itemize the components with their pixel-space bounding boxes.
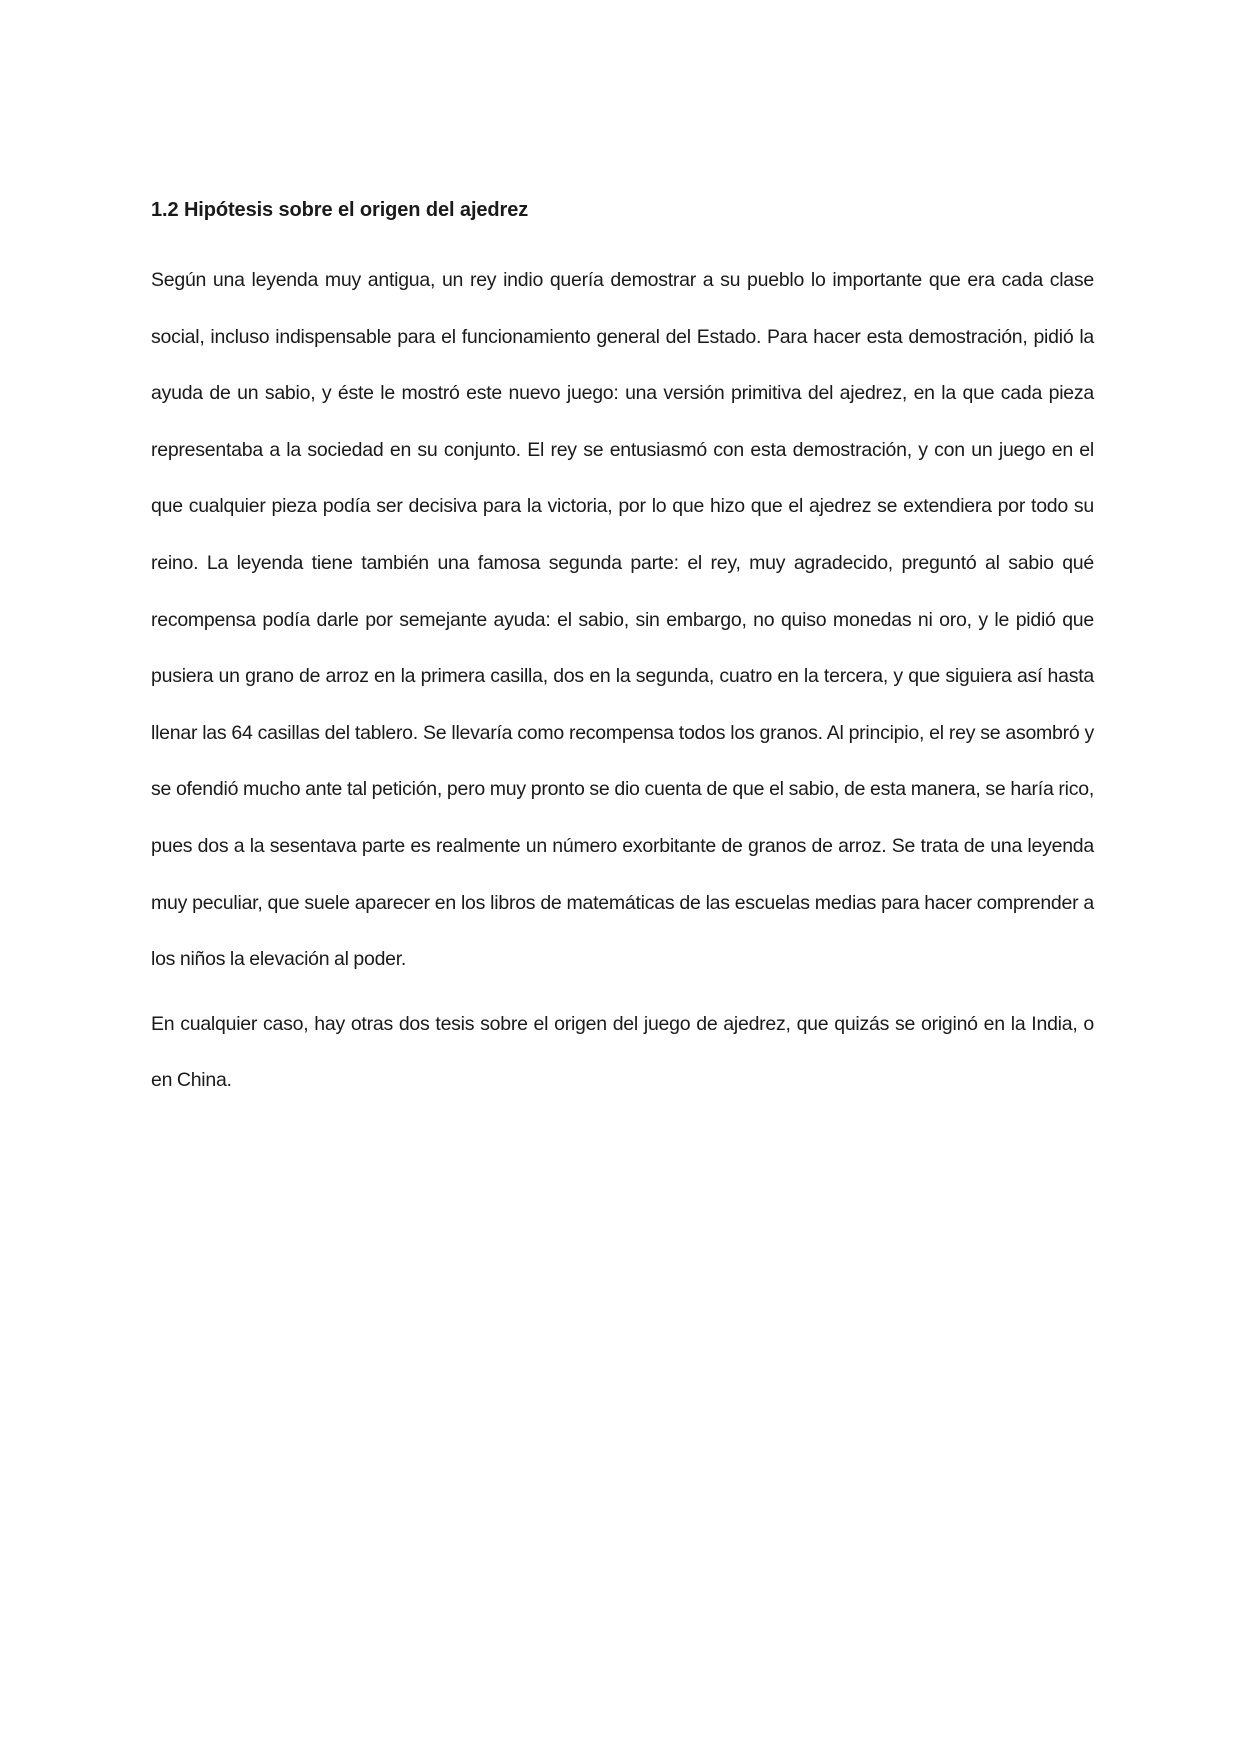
section-title: 1.2 Hipótesis sobre el origen del ajedrez: [151, 199, 529, 221]
paragraph-legend: Según una leyenda muy antigua, un rey indio quería demostrar a su pueblo lo importante que era cada clase social, incluso indispensable para el funcionamiento general del Estado. Para hacer esta demostración, pidió la ayuda de un sabio, y éste le mostró este nuevo juego: una versión primitiva del ajedrez, en la que cada pieza representaba a la sociedad en su conjunto. El rey se entusiasmó con esta demostración, y con un juego en el que cualquier pieza podía ser decisiva para la victoria, por lo que hizo que el ajedrez se extendiera por todo su reino. La leyenda tiene también una famosa segunda parte: el rey, muy agradecido, preguntó al sabio qué recompensa podía darle por semejante ayuda: el sabio, sin embargo, no quiso monedas ni oro, y le pidió que pusiera un grano de arroz en la primera casilla, dos en la segunda, cuatro en la tercera, y que siguiera así hasta llenar las 64 casillas del tablero. Se llevaría como recompensa todos los granos. Al principio, el rey se asombró y se ofendió mucho ante tal petición, pero muy pronto se dio cuenta de que el sabio, de esta manera, se haría rico, pues dos a la sesentava parte es realmente un número exorbitante de granos de arroz. Se trata de una leyenda muy peculiar, que suele aparecer en los libros de matemáticas de las escuelas medias para hacer comprender a los niños la elevación al poder.: [151, 269, 1094, 971]
paragraph-other-theses: En cualquier caso, hay otras dos tesis sobre el origen del juego de ajedrez, que quizás se originó en la India, o en China.: [151, 1012, 1094, 1092]
document-body: [151, 196, 1094, 1109]
